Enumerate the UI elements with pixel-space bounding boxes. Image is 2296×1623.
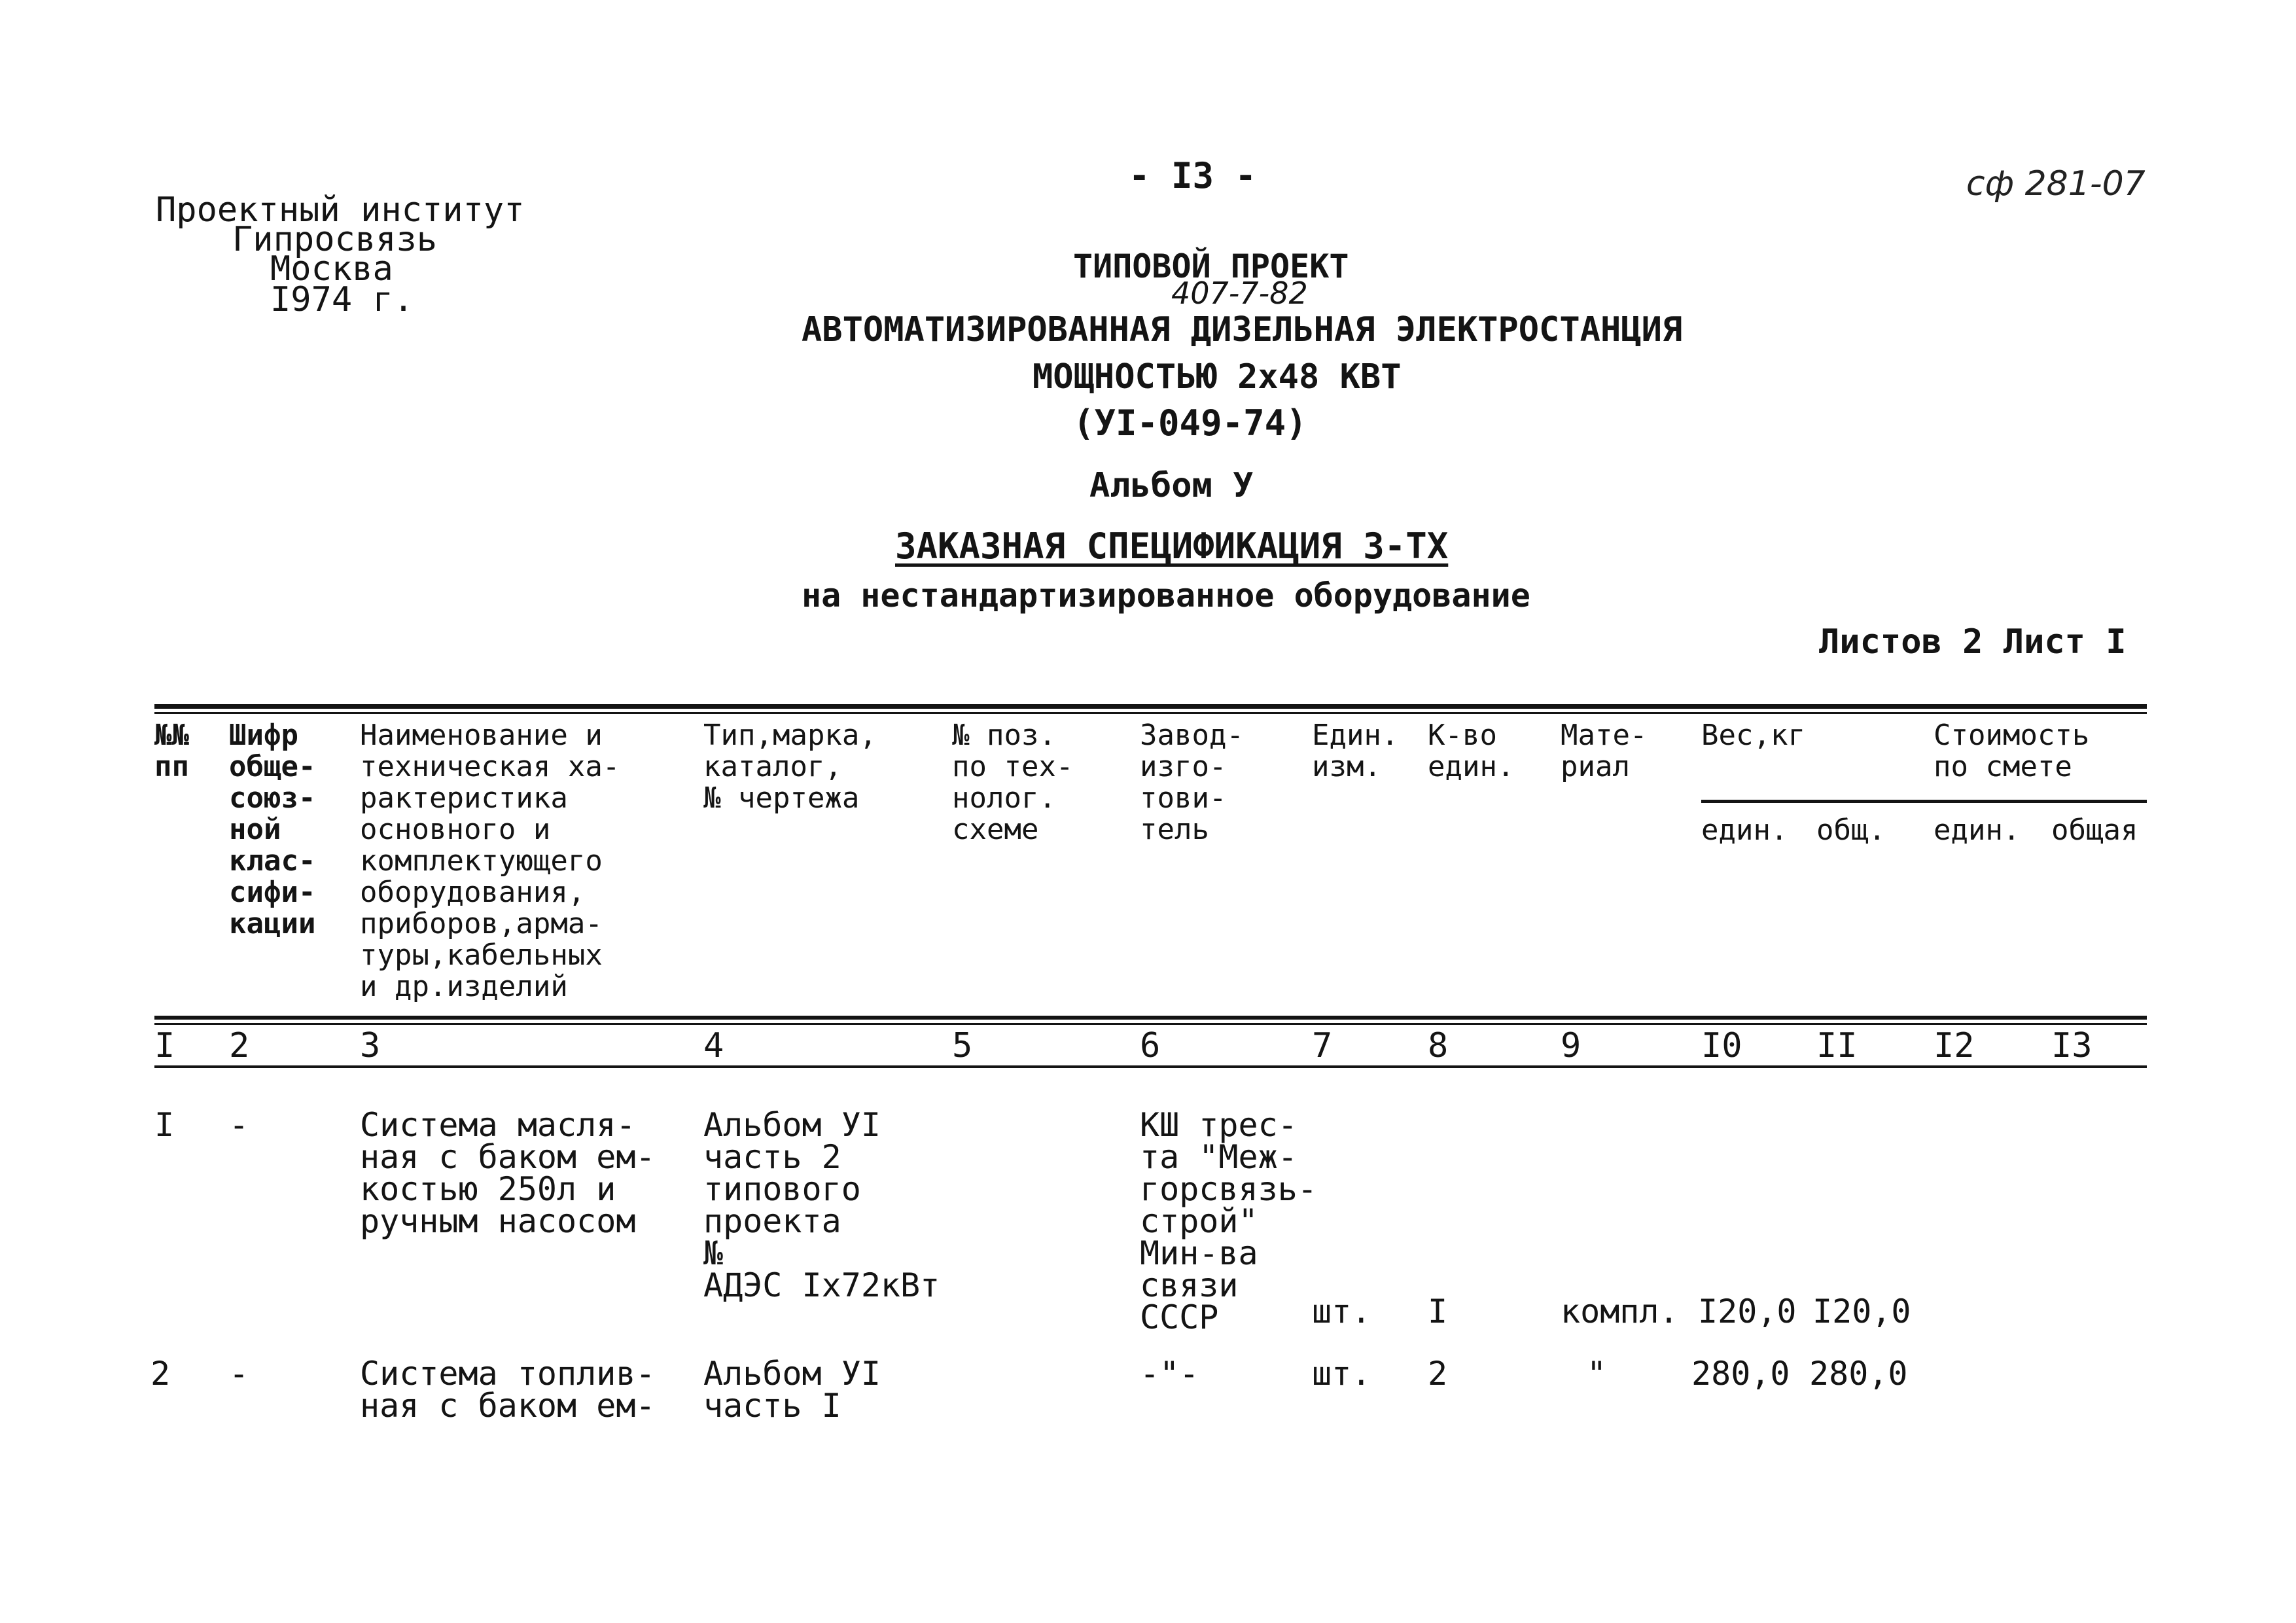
album-title: Альбом У: [1089, 466, 1254, 505]
header-bottom-rule: [154, 1016, 2147, 1020]
project-number: 407-7-82: [1171, 276, 1308, 311]
project-power: МОЩНОСТЬЮ 2х48 КВТ: [1033, 357, 1402, 397]
row-quantity: I: [1428, 1293, 1448, 1330]
row-unit: шт.: [1312, 1355, 1371, 1393]
header-row-number: №№ пп: [154, 719, 189, 783]
row-number: 2: [150, 1355, 171, 1393]
header-classification-code: Шифр обще- союз- ной клас- сифи- кации: [229, 719, 316, 940]
header-weight: Вес,кг: [1701, 719, 1805, 752]
page-number: - I3 -: [1129, 155, 1257, 196]
row-number: I: [154, 1106, 175, 1144]
project-heading: ТИПОВОЙ ПРОЕКТ: [1073, 247, 1349, 285]
institute-year: I974 г.: [270, 280, 414, 319]
column-number: I2: [1934, 1026, 1975, 1065]
table-top-rule-thin: [154, 712, 2147, 714]
column-number: 4: [703, 1026, 724, 1065]
document-code: сф 281-07: [1966, 164, 2146, 204]
row-weight-unit: I20,0: [1698, 1293, 1797, 1330]
header-type-catalog: Тип,марка, каталог, № чертежа: [703, 719, 877, 815]
column-number: 9: [1561, 1026, 1581, 1065]
table-top-rule: [154, 704, 2147, 709]
header-weight-unit: един.: [1701, 813, 1788, 847]
row-classification-code: -: [229, 1106, 249, 1144]
header-position: № поз. по тех- нолог. схеме: [952, 719, 1074, 846]
header-manufacturer: Завод- изго- тови- тель: [1140, 719, 1244, 846]
row-material: ": [1587, 1355, 1607, 1393]
header-weight-total: общ.: [1816, 813, 1886, 847]
institute-org: Гипросвязь: [232, 220, 438, 259]
row-classification-code: -: [229, 1355, 249, 1393]
row-type-catalog: Альбом УI часть 2 типового проекта № АДЭС Iх72кВт: [703, 1106, 940, 1304]
column-number: I0: [1701, 1026, 1742, 1065]
weight-cost-subrule: [1701, 800, 2147, 803]
header-bottom-rule-thin: [154, 1023, 2147, 1025]
header-material: Мате- риал: [1561, 719, 1648, 783]
row-quantity: 2: [1428, 1355, 1448, 1393]
project-code: (УI-049-74): [1073, 402, 1307, 444]
column-number: I3: [2051, 1026, 2093, 1065]
institute-city: Москва: [270, 249, 393, 289]
row-item-name: Система масля- ная с баком ем- костью 250л и ручным насосом: [360, 1106, 656, 1240]
spec-subtitle: на нестандартизированное оборудование: [802, 577, 1530, 615]
column-number: 2: [229, 1026, 250, 1065]
column-number: 8: [1428, 1026, 1449, 1065]
column-number: 7: [1312, 1026, 1333, 1065]
row-material: компл.: [1561, 1293, 1679, 1330]
header-cost-unit: един.: [1934, 813, 2021, 847]
row-manufacturer: -"-: [1140, 1355, 1199, 1393]
row-weight-total: 280,0: [1809, 1355, 1908, 1393]
row-item-name: Система топлив- ная с баком ем-: [360, 1355, 656, 1425]
column-numbers-rule: [154, 1065, 2147, 1068]
sheet-count: Листов 2 Лист I: [1819, 622, 2127, 662]
header-cost-total: общая: [2051, 813, 2138, 847]
column-number: I: [154, 1026, 175, 1065]
column-number: II: [1816, 1026, 1858, 1065]
header-unit: Един. изм.: [1312, 719, 1399, 783]
header-quantity: К-во един.: [1428, 719, 1515, 783]
header-cost: Стоимость по смете: [1934, 719, 2090, 783]
row-type-catalog: Альбом УI часть I: [703, 1355, 881, 1425]
column-number: 6: [1140, 1026, 1161, 1065]
row-weight-unit: 280,0: [1691, 1355, 1790, 1393]
spec-title: ЗАКАЗНАЯ СПЕЦИФИКАЦИЯ 3-ТХ: [895, 526, 1449, 567]
project-name: АВТОМАТИЗИРОВАННАЯ ДИЗЕЛЬНАЯ ЭЛЕКТРОСТАНЦИЯ: [802, 310, 1683, 349]
column-number: 3: [360, 1026, 381, 1065]
row-weight-total: I20,0: [1812, 1293, 1911, 1330]
column-number: 5: [952, 1026, 973, 1065]
row-unit: шт.: [1312, 1293, 1371, 1330]
institute-name: Проектный институт: [156, 190, 525, 230]
header-item-name: Наименование и техническая ха- рактеристика основного и комплектующего оборудования, приборов,арма- туры,кабельных и др.изделий: [360, 719, 620, 1003]
row-manufacturer: КШ треc- та "Меж- горсвязь- строй" Мин-ва связи СССР: [1140, 1106, 1317, 1336]
